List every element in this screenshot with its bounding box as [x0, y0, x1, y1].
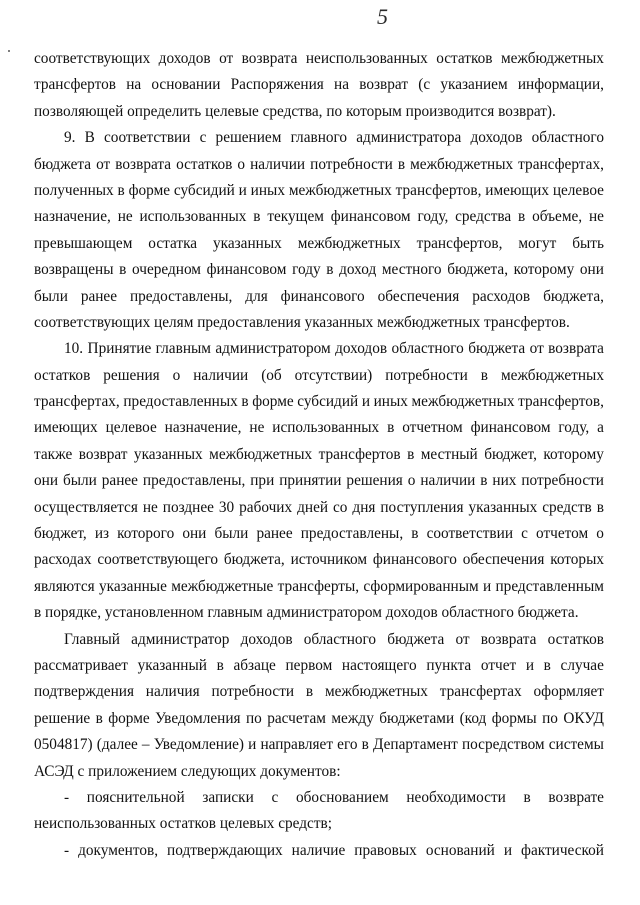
word: обоснованием [295, 788, 389, 806]
word: по [245, 709, 262, 727]
word: целевое [552, 181, 604, 199]
word: они [34, 472, 59, 490]
text-line [34, 679, 604, 705]
word: них [492, 472, 517, 490]
word: пояснительной [86, 788, 185, 806]
word: использованных [139, 208, 247, 226]
word: записки [202, 788, 254, 806]
word: расчетам [267, 709, 326, 727]
word: в [480, 472, 488, 490]
word: не [142, 498, 158, 516]
word: в [95, 709, 103, 727]
word: финансовом [470, 419, 551, 437]
word: возврата [241, 50, 298, 67]
text-line: позволяющей определить целевые средства, по которым производится возврат). [34, 102, 556, 120]
word: Главный [64, 630, 120, 648]
word: средств [542, 498, 592, 516]
word: решением [215, 129, 282, 147]
word: которых [550, 551, 604, 569]
word: межбюджетных [324, 683, 428, 701]
word: очередном [132, 261, 201, 279]
word: местного [381, 261, 442, 279]
word: трансфертах, [34, 393, 120, 411]
text-line [34, 468, 604, 494]
word: наличие [291, 841, 346, 859]
word: бюджета, [447, 261, 509, 279]
word: межбюджетных [297, 234, 401, 252]
word: бюджета, [543, 287, 604, 305]
word: возврате [548, 788, 604, 806]
word: отсутствии) [294, 366, 373, 384]
word: межбюджетные [171, 577, 274, 595]
word: которого [117, 525, 175, 543]
word: потребности [385, 366, 468, 384]
text-line [34, 495, 604, 521]
word: решения [346, 472, 403, 490]
word: областного [391, 340, 464, 358]
word: в [361, 736, 369, 754]
word: имеющих [34, 419, 98, 437]
text-line [34, 838, 604, 864]
word: на [334, 76, 350, 94]
word: (код [459, 709, 487, 727]
word: обеспечения [462, 551, 545, 569]
word: главного [290, 129, 348, 147]
word: между [331, 709, 374, 727]
word: и [361, 393, 370, 411]
word: (с [418, 76, 431, 94]
word: системы [548, 736, 604, 754]
word: трансфертов, [395, 181, 482, 199]
word: сформированным [363, 577, 479, 595]
word: трансфертах [439, 683, 522, 701]
word: позднее [162, 498, 214, 516]
word: иных [250, 181, 285, 199]
word: ранее [101, 472, 138, 490]
word: (далее [96, 736, 138, 754]
word: расходов [472, 287, 531, 305]
text-line [34, 72, 604, 98]
scan-speck [8, 50, 10, 52]
word: являются [34, 577, 95, 595]
word: не [588, 208, 604, 226]
word: возвращены [34, 261, 114, 279]
word: Департамент [372, 736, 458, 754]
word: были [214, 525, 249, 543]
word: о [596, 525, 604, 543]
text-line: в порядке, установленном главным администратором доходов областного бюджета. [34, 604, 579, 622]
word: возврат [359, 76, 409, 94]
text-line: соответствующих целям предоставления указанных межбюджетных трансфертов. [34, 313, 570, 331]
word: решения [103, 366, 160, 384]
text-line [34, 257, 604, 283]
word: подтверждения [34, 683, 134, 701]
word: с [521, 525, 528, 543]
word: основании [151, 76, 221, 94]
word: отчетом [536, 525, 589, 543]
word: бюджета [468, 340, 526, 358]
word: 0504817) [34, 736, 93, 754]
word: форме [252, 393, 294, 411]
word: не [249, 419, 265, 437]
word: трансфертах, [518, 155, 604, 173]
word: о [237, 155, 246, 173]
word: доходов [335, 340, 388, 358]
word: форме [108, 709, 150, 727]
word: в [305, 683, 314, 701]
word: указанные [98, 577, 167, 595]
word: информации, [517, 76, 604, 94]
word: 30 [218, 498, 235, 516]
word: рабочих [239, 498, 293, 516]
word: они [579, 261, 604, 279]
word: которому [543, 445, 604, 463]
word: в [480, 366, 489, 384]
word: администратор [131, 630, 230, 648]
word: при [250, 472, 275, 490]
document-text [34, 46, 604, 864]
word: межбюджетных [411, 393, 515, 411]
word: и [525, 656, 535, 674]
text-line [34, 363, 604, 389]
word: с [271, 788, 279, 806]
word: - [64, 788, 70, 806]
page-number: 5 [377, 4, 388, 29]
word: 10. [64, 340, 84, 358]
word: областного [531, 129, 604, 147]
word: субсидий [297, 393, 359, 411]
text-line [34, 46, 604, 72]
word: назначение, [164, 419, 242, 437]
text-line [34, 442, 604, 468]
word: В [84, 129, 95, 147]
word: из [94, 525, 110, 543]
word: потребности [211, 683, 295, 701]
word: наличии [250, 155, 306, 173]
text-line [34, 178, 604, 204]
word: потребности [521, 472, 604, 490]
word: в [387, 419, 395, 437]
word: со [333, 498, 348, 516]
word: предоставлены, [129, 287, 233, 305]
word: о [407, 472, 416, 490]
text-line [34, 574, 604, 600]
word: (об [261, 366, 282, 384]
word: указанных [133, 445, 203, 463]
text-line [34, 231, 604, 257]
word: соответствующих [34, 50, 151, 67]
text-line [34, 336, 604, 362]
word: осуществляется [34, 498, 138, 516]
word: источником [290, 551, 368, 569]
word: межбюджетных [500, 50, 604, 67]
word: - [64, 841, 70, 859]
word: администратора [356, 129, 462, 147]
word: наличии [420, 472, 476, 490]
word: возврат [78, 445, 128, 463]
word: наличия [145, 683, 200, 701]
word: субсидий [173, 181, 235, 199]
word: финансового [372, 551, 457, 569]
word: были [62, 472, 97, 490]
word: в [518, 208, 526, 226]
word: финансовом [206, 261, 287, 279]
word: наличии [193, 366, 249, 384]
word: в [523, 788, 531, 806]
word: по [542, 709, 558, 727]
word: от [219, 50, 234, 67]
word: фактической [521, 841, 604, 859]
text-line [34, 284, 604, 310]
word: направляет [260, 736, 334, 754]
word: они [182, 525, 207, 543]
word: оснований [425, 841, 495, 859]
word: правовых [354, 841, 417, 859]
word: отчетном [402, 419, 463, 437]
word: полученных [34, 181, 114, 199]
text-line [34, 785, 604, 811]
word: на [126, 76, 142, 94]
word: и [238, 181, 247, 199]
word: не [117, 208, 133, 226]
word: могут [518, 234, 557, 252]
word: 9. [64, 129, 76, 147]
word: обеспечения [377, 287, 460, 305]
word: остатка [148, 234, 198, 252]
word: бюджет, [484, 445, 537, 463]
word: в [119, 261, 127, 279]
text-line [34, 415, 604, 441]
word: финансового [280, 287, 365, 305]
word: потребности [310, 155, 393, 173]
word: указанных [212, 234, 282, 252]
word: бюджета [34, 155, 92, 173]
word: от [96, 155, 111, 173]
word: абзаце [233, 656, 276, 674]
text-line [34, 125, 604, 151]
word: возврата [115, 155, 172, 173]
word: в [241, 393, 249, 411]
word: соответствии [104, 129, 191, 147]
word: подтверждающих [167, 841, 283, 859]
word: ОКУД [563, 709, 604, 727]
word: остатков [436, 50, 493, 67]
word: в [407, 445, 415, 463]
word: – [141, 736, 150, 754]
word: Принятие [87, 340, 152, 358]
word: пункта [426, 656, 472, 674]
word: рассматривает [34, 656, 128, 674]
word: доходов [240, 630, 293, 648]
word: использованных [272, 419, 380, 437]
word: бюджетами [379, 709, 455, 727]
text-line [34, 627, 604, 653]
word: в [543, 656, 551, 674]
text-line [34, 204, 604, 230]
word: местный [420, 445, 478, 463]
word: дня [352, 498, 376, 516]
word: трансфертов, [518, 393, 604, 411]
word: ранее [256, 525, 293, 543]
word: необходимости [406, 788, 506, 806]
word: иных [373, 393, 408, 411]
word: в [397, 155, 406, 173]
word: принятии [279, 472, 342, 490]
word: формы [491, 709, 537, 727]
word: от [455, 630, 470, 648]
word: средства [455, 208, 512, 226]
word: Уведомления [155, 709, 241, 727]
word: ранее [80, 287, 118, 305]
word: в [117, 181, 125, 199]
word: межбюджетных [500, 366, 604, 384]
word: дней [297, 498, 329, 516]
word: объеме, [532, 208, 583, 226]
word: о [172, 366, 181, 384]
word: в [326, 261, 334, 279]
word: межбюджетных [209, 445, 313, 463]
text-line [34, 389, 604, 415]
word: также [34, 445, 73, 463]
word: указанных [468, 498, 538, 516]
word: посредством [461, 736, 545, 754]
word: предоставлены, [300, 525, 404, 543]
word: соответствующего [97, 551, 219, 569]
word: назначение, [34, 208, 111, 226]
word: которому [513, 261, 575, 279]
word: главным [155, 340, 211, 358]
word: отчет [480, 656, 517, 674]
word: трансфертов, [416, 234, 503, 252]
text-line [34, 547, 604, 573]
word: неиспользованных [305, 50, 428, 67]
word: форме [128, 181, 171, 199]
word: предоставленных [123, 393, 238, 411]
word: остатков [176, 155, 233, 173]
word: в [411, 525, 419, 543]
word: его [337, 736, 358, 754]
word: доходов [470, 129, 523, 147]
word: а [597, 419, 604, 437]
word: целевое [105, 419, 157, 437]
word: трансферты, [277, 577, 360, 595]
word: бюджета, [223, 551, 285, 569]
word: и [482, 577, 492, 595]
word: году, [558, 419, 590, 437]
word: имеющих [485, 181, 549, 199]
word: соответствии [426, 525, 514, 543]
text-line [34, 732, 604, 758]
word: межбюджетных [410, 155, 514, 173]
word: указанный [137, 656, 207, 674]
word: финансовом [330, 208, 411, 226]
word: и [503, 841, 513, 859]
word: с [199, 129, 207, 147]
word: остатков [34, 366, 91, 384]
word: областного [303, 630, 377, 648]
word: быть [572, 234, 604, 252]
text-line [34, 653, 604, 679]
word: в [253, 208, 261, 226]
word: Распоряжения [230, 76, 324, 94]
word: представленным [495, 577, 604, 595]
text-line: неиспользованных остатков целевых средств; [34, 815, 332, 833]
word: в [596, 498, 604, 516]
word: для [245, 287, 268, 305]
word: возврата [548, 340, 604, 358]
word: в [216, 656, 224, 674]
word: документов, [78, 841, 159, 859]
word: году [292, 261, 321, 279]
word: Уведомление) [153, 736, 245, 754]
word: бюджет, [34, 525, 87, 543]
word: настоящего [341, 656, 417, 674]
word: бюджета [387, 630, 445, 648]
word: расходах [34, 551, 92, 569]
word: оформляет [533, 683, 604, 701]
text-line: АСЭД с приложением следующих документов: [34, 762, 341, 780]
text-line [34, 521, 604, 547]
word: году, [417, 208, 449, 226]
word: трансфертов [34, 76, 116, 94]
word: текущем [267, 208, 324, 226]
word: межбюджетных [288, 181, 392, 199]
text-line [34, 706, 604, 732]
text-line [34, 152, 604, 178]
word: возврата [480, 630, 537, 648]
word: поступления [380, 498, 464, 516]
word: доходов [158, 50, 211, 67]
word: предоставлены, [142, 472, 246, 490]
word: указанием [440, 76, 508, 94]
word: решение [34, 709, 91, 727]
word: первом [285, 656, 333, 674]
word: доход [339, 261, 377, 279]
word: остатков [547, 630, 604, 648]
word: превышающем [34, 234, 133, 252]
word: случае [560, 656, 604, 674]
word: были [34, 287, 68, 305]
word: от [529, 340, 544, 358]
word: администратором [215, 340, 331, 358]
word: и [248, 736, 257, 754]
word: трансфертов [318, 445, 401, 463]
